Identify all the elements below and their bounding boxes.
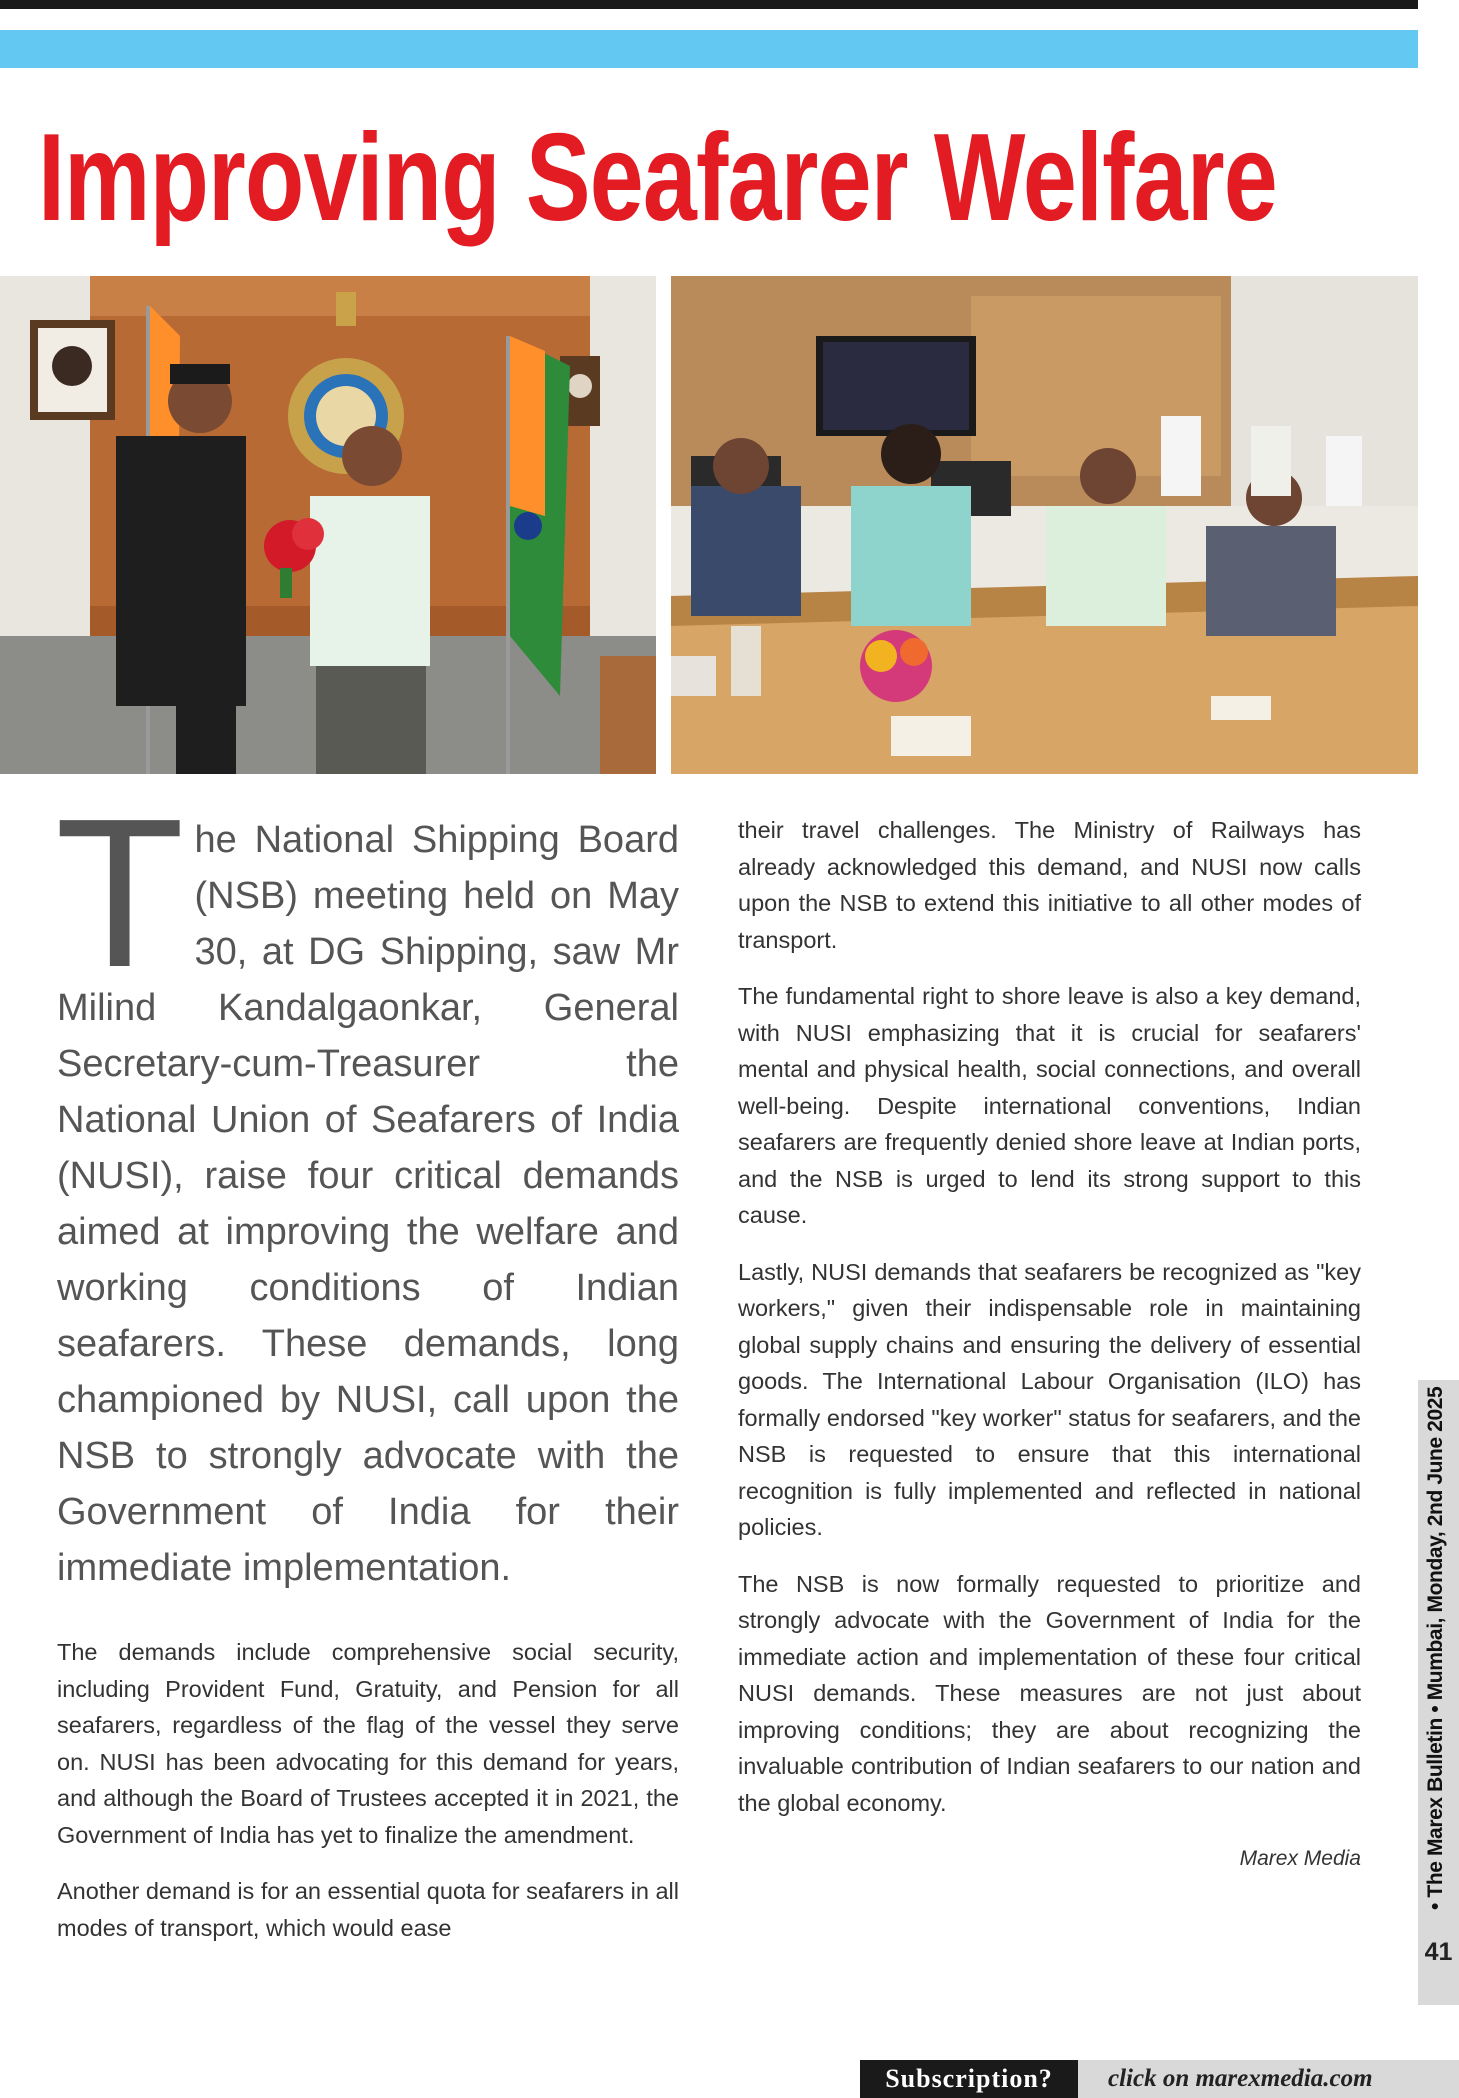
article-column-right — [738, 812, 1361, 1871]
body-paragraph: Lastly, NUSI demands that seafarers be recognized as "key workers," given their indispensable role in maintaining global supply chains and ensuring the delivery of essential goods. The International Labour Organisation (ILO) has formally endorsed "key worker" status for seafarers, and the NSB is requested to ensure that this international recognition is fully implemented and reflected in national policies. — [738, 1258, 1361, 1540]
body-paragraph: Another demand is for an essential quota for seafarers in all modes of transport, which would ease — [57, 1878, 679, 1941]
body-paragraph: The fundamental right to shore leave is also a key demand, with NUSI emphasizing that it is crucial for seafarers' mental and physical health, social connections, and overall well-being. Despite international conventions, Indian seafarers are frequently denied shore leave at Indian ports, and the NSB is urged to lend its strong support to this cause. — [738, 983, 1361, 1228]
body-paragraph: The demands include comprehensive social security, including Provident Fund, Gratuity, and Pension for all seafarers, regardless of the flag of the vessel they serve on. NUSI has been advocating for this demand for years, and although the Board of Trustees accepted it in 2021, the Government of India has yet to finalize the amendment. — [57, 1639, 679, 1848]
lead-paragraph — [55, 774, 679, 1596]
subscription-link[interactable]: click on marexmedia.com — [1078, 2060, 1459, 2098]
top-rule — [0, 0, 1418, 9]
article-headline: Improving Seafarer Welfare — [38, 109, 1277, 247]
article-credit: Marex Media — [1239, 1847, 1361, 1870]
page-number: 41 — [1424, 1938, 1453, 1966]
article-column-left — [55, 774, 679, 1946]
subscription-label: Subscription? — [860, 2060, 1078, 2098]
photo-bouquet-greeting — [0, 276, 656, 774]
publication-line: • The Marex Bulletin • Mumbai, Monday, 2nd June 2025 — [1424, 1386, 1447, 1910]
drop-cap: T — [55, 774, 185, 1011]
body-paragraph: The NSB is now formally requested to prioritize and strongly advocate with the Government of India for the immediate action and implementation of these four critical NUSI demands. These measures are not just about improving conditions; they are about recognizing the invaluable contribution of Indian seafarers to our nation and the global economy. — [738, 1570, 1361, 1816]
lead-text: he National Shipping Board (NSB) meeting held on May 30, at DG Shipping, saw Mr Milind Kandalgaonkar, General Secretary-cum-Treasurer the National Union of Seafarers of India (NUSI), raise four critical demands aimed at improving the welfare and working conditions of Indian seafarers. These demands, long championed by NUSI, call upon the NSB to strongly advocate with the Government of India for their immediate implementation. — [57, 819, 679, 1589]
body-paragraph: their travel challenges. The Ministry of Railways has already acknowledged this demand, and NUSI now calls upon the NSB to extend this initiative to all other modes of transport. — [738, 817, 1361, 953]
photo-board-meeting — [671, 276, 1418, 774]
accent-bar — [0, 30, 1418, 68]
